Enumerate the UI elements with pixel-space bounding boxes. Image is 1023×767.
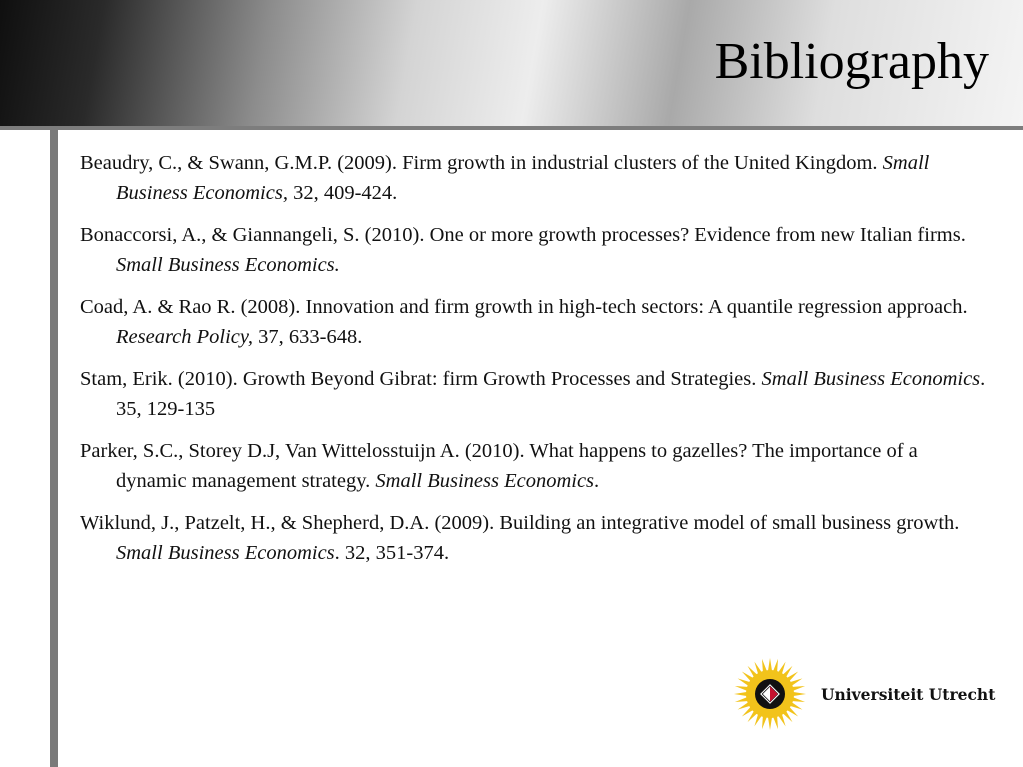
reference-citation: Parker, S.C., Storey D.J, Van Wittelosstuijn A. (2010). What happens to gazelles? The importance of a dynamic management strategy. <box>80 440 918 492</box>
reference-details: . 35, 129-135 <box>116 368 986 420</box>
reference-venue: Small Business Economics, <box>116 152 930 204</box>
left-accent-bar <box>50 130 58 767</box>
reference-details: . 32, 351-374. <box>334 542 450 564</box>
header-divider <box>0 126 1023 130</box>
reference-details: 32, 409-424. <box>287 182 398 204</box>
reference-venue: Small Business Economics <box>761 368 981 390</box>
utrecht-sun-seal-icon <box>733 657 807 731</box>
university-logo <box>733 657 1013 731</box>
university-name: Universiteit Utrecht <box>821 684 996 704</box>
reference-details: 37, 633-648. <box>253 326 363 348</box>
reference-item <box>80 148 990 208</box>
reference-details: . <box>594 470 600 492</box>
reference-item <box>80 508 990 568</box>
reference-citation: Stam, Erik. (2010). Growth Beyond Gibrat: firm Growth Processes and Strategies. <box>80 368 762 390</box>
reference-venue: Small Business Economics <box>375 470 595 492</box>
reference-item <box>80 436 990 496</box>
reference-citation: Beaudry, C., & Swann, G.M.P. (2009). Firm growth in industrial clusters of the United Kingdom. <box>80 152 883 174</box>
reference-item <box>80 364 990 424</box>
slide-title: Bibliography <box>714 33 989 90</box>
reference-list <box>80 148 990 580</box>
reference-venue: Research Policy, <box>116 326 253 348</box>
reference-item <box>80 220 990 280</box>
reference-citation: Wiklund, J., Patzelt, H., & Shepherd, D.A. (2009). Building an integrative model of small business growth. <box>80 512 960 534</box>
reference-item <box>80 292 990 352</box>
reference-citation: Coad, A. & Rao R. (2008). Innovation and firm growth in high-tech sectors: A quantile regression approach. <box>80 296 968 318</box>
title-banner <box>0 0 1023 130</box>
reference-citation: Bonaccorsi, A., & Giannangeli, S. (2010). One or more growth processes? Evidence from new Italian firms. <box>80 224 966 246</box>
reference-venue: Small Business Economics. <box>116 254 340 276</box>
reference-venue: Small Business Economics <box>116 542 335 564</box>
